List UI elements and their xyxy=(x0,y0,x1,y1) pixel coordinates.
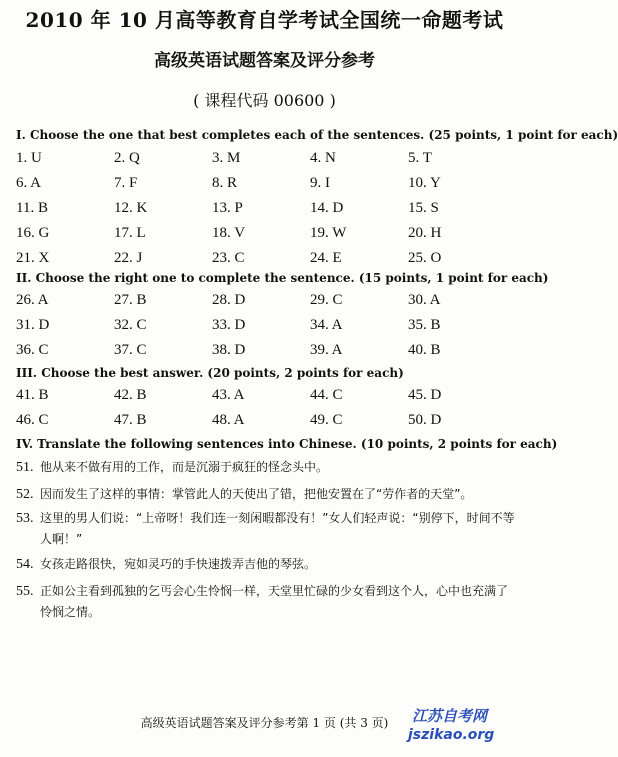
answer-item: 9. I xyxy=(310,175,330,191)
answer-item: 48. A xyxy=(212,412,245,428)
translation-number: 52. xyxy=(16,487,34,502)
answer-item: 4. N xyxy=(310,150,336,166)
answer-item: 31. D xyxy=(16,317,50,333)
answer-item: 32. C xyxy=(114,317,147,333)
answer-item: 6. A xyxy=(16,175,42,191)
answer-item: 49. C xyxy=(310,412,343,428)
answer-item: 7. F xyxy=(114,175,138,191)
answer-row xyxy=(16,383,516,408)
translation-text: 因而发生了这样的事情：掌管此人的天使出了错，把他安置在了“劳作者的天堂”。 xyxy=(40,487,473,501)
answer-item: 19. W xyxy=(310,225,347,241)
answer-item: 42. B xyxy=(114,387,147,403)
answer-item: 47. B xyxy=(114,412,147,428)
section-3-heading: III. Choose the best answer. (20 points, 2 points for each) xyxy=(16,366,404,380)
answer-item: 40. B xyxy=(408,342,441,358)
answer-item: 26. A xyxy=(16,292,49,308)
translation-text: 女孩走路很快，宛如灵巧的手快速拨弄吉他的琴弦。 xyxy=(40,557,317,571)
translation-number: 54. xyxy=(16,557,34,572)
section-2-heading: II. Choose the right one to complete the sentence. (15 points, 1 point for each) xyxy=(16,271,549,285)
answer-item: 22. J xyxy=(114,250,143,266)
translation-number: 53. xyxy=(16,511,34,526)
answer-item: 25. O xyxy=(408,250,442,266)
watermark-logo xyxy=(404,705,522,751)
answer-item: 38. D xyxy=(212,342,246,358)
section-1-heading: I. Choose the one that best completes each of the sentences. (25 points, 1 point for each) xyxy=(16,128,618,142)
section-1-answers xyxy=(16,146,516,271)
answer-item: 8. R xyxy=(212,175,238,191)
answer-row xyxy=(16,196,516,221)
answer-row xyxy=(16,313,516,338)
translation-number: 51. xyxy=(16,460,34,475)
answer-row xyxy=(16,146,516,171)
translation-item xyxy=(16,457,516,478)
answer-item: 21. X xyxy=(16,250,50,266)
course-code: ( 课程代码 00600 ) xyxy=(193,91,336,110)
answer-item: 17. L xyxy=(114,225,146,241)
answer-item: 28. D xyxy=(212,292,246,308)
answer-item: 13. P xyxy=(212,200,243,216)
answer-item: 36. C xyxy=(16,342,49,358)
answer-item: 18. V xyxy=(212,225,246,241)
answer-item: 39. A xyxy=(310,342,343,358)
translation-item xyxy=(16,554,516,575)
answer-item: 11. B xyxy=(16,200,48,216)
answer-item: 23. C xyxy=(212,250,245,266)
answer-item: 35. B xyxy=(408,317,441,333)
answer-item: 15. S xyxy=(408,200,439,216)
answer-item: 46. C xyxy=(16,412,49,428)
translation-number: 55. xyxy=(16,584,34,599)
section-4-heading: IV. Translate the following sentences into Chinese. (10 points, 2 points for each) xyxy=(16,437,558,451)
answer-item: 12. K xyxy=(114,200,148,216)
answer-item: 41. B xyxy=(16,387,49,403)
answer-row xyxy=(16,171,516,196)
translation-item xyxy=(16,484,516,505)
answer-item: 16. G xyxy=(16,225,50,241)
section-3-answers xyxy=(16,383,516,433)
answer-item: 27. B xyxy=(114,292,147,308)
answer-item: 29. C xyxy=(310,292,343,308)
exam-title: 2010 年 10 月高等教育自学考试全国统一命题考试 xyxy=(25,8,504,32)
translation-item xyxy=(16,508,516,550)
answer-row xyxy=(16,338,516,363)
answer-item: 34. A xyxy=(310,317,343,333)
page-footer: 高级英语试题答案及评分参考第 1 页 (共 3 页) xyxy=(140,716,389,730)
watermark-line-2: jszikao.org xyxy=(408,727,495,743)
answer-item: 50. D xyxy=(408,412,442,428)
answer-row xyxy=(16,246,516,271)
answer-item: 24. E xyxy=(310,250,342,266)
answer-row xyxy=(16,221,516,246)
watermark-line-1: 江苏自考网 xyxy=(412,707,488,725)
answer-row xyxy=(16,408,516,433)
answer-item: 45. D xyxy=(408,387,442,403)
answer-item: 3. M xyxy=(212,150,241,166)
answer-item: 30. A xyxy=(408,292,441,308)
answer-item: 10. Y xyxy=(408,175,441,191)
translation-item xyxy=(16,581,516,623)
answer-item: 43. A xyxy=(212,387,245,403)
answer-item: 1. U xyxy=(16,150,42,166)
section-2-answers xyxy=(16,288,516,363)
answer-row xyxy=(16,288,516,313)
translation-text: 正如公主看到孤独的乞丐会心生怜悯一样，天堂里忙碌的少女看到这个人，心中也充满了怜悯之情。 xyxy=(40,584,509,619)
document-subtitle: 高级英语试题答案及评分参考 xyxy=(154,51,375,71)
answer-item: 2. Q xyxy=(114,150,140,166)
answer-item: 5. T xyxy=(408,150,432,166)
translation-text: 他从来不做有用的工作，而是沉溺于疯狂的怪念头中。 xyxy=(40,460,329,474)
answer-item: 20. H xyxy=(408,225,442,241)
answer-item: 14. D xyxy=(310,200,344,216)
answer-item: 44. C xyxy=(310,387,343,403)
answer-item: 33. D xyxy=(212,317,246,333)
answer-item: 37. C xyxy=(114,342,147,358)
translation-text: 这里的男人们说：“上帝呀！我们连一刻闲暇都没有！”女人们轻声说：“别停下，时间不等人啊！” xyxy=(40,511,515,546)
